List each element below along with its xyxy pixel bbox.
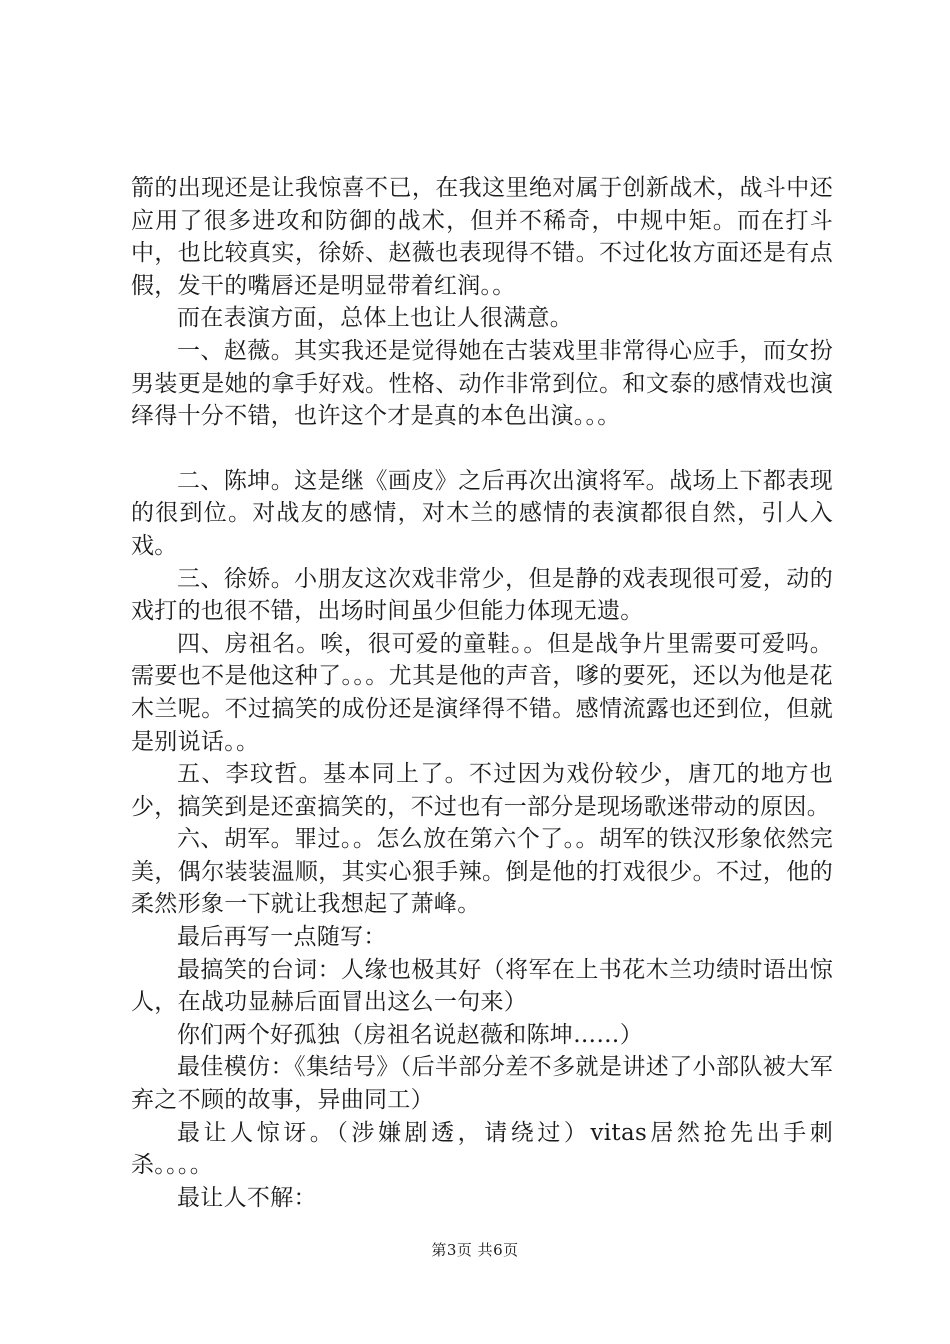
paragraph: 箭的出现还是让我惊喜不已，在我这里绝对属于创新战术，战斗中还应用了很多进攻和防御的战术，但并不稀奇，中规中矩。而在打斗中，也比较真实，徐娇、赵薇也表现得不错。不过化妆方面还是有点假，发干的嘴唇还是明显带着红润。。 (131, 175, 833, 299)
paragraph: 你们两个好孤独（房祖名说赵薇和陈坤……） (177, 1021, 643, 1048)
paragraph: 三、徐娇。小朋友这次戏非常少，但是静的戏表现很可爱，动的戏打的也很不错，出场时间虽少但能力体现无遗。 (131, 565, 833, 625)
paragraph: 二、陈坤。这是继《画皮》之后再次出演将军。战场上下都表现的很到位。对战友的感情，对木兰的感情的表演都很自然，引人入戏。 (131, 467, 833, 559)
paragraph: 而在表演方面，总体上也让人很满意。 (177, 305, 574, 332)
paragraph: 最让人惊讶。（涉嫌剧透，请绕过）vitas居然抢先出手刺杀。。。。 (131, 1119, 833, 1179)
page-number-footer: 第3页 共6页 (431, 1241, 519, 1259)
paragraph: 六、胡军。罪过。。怎么放在第六个了。。胡军的铁汉形象依然完美，偶尔装装温顺，其实心狠手辣。倒是他的打戏很少。不过，他的柔然形象一下就让我想起了萧峰。 (131, 826, 833, 918)
paragraph: 最让人不解： (177, 1184, 317, 1211)
paragraph: 最搞笑的台词：人缘也极其好（将军在上书花木兰功绩时语出惊人，在战功显赫后面冒出这么一句来） (131, 956, 833, 1016)
paragraph: 一、赵薇。其实我还是觉得她在古装戏里非常得心应手，而女扮男装更是她的拿手好戏。性格、动作非常到位。和文泰的感情戏也演绎得十分不错，也许这个才是真的本色出演。。。 (131, 337, 833, 430)
paragraph: 最佳模仿：《集结号》（后半部分差不多就是讲述了小部队被大军弃之不顾的故事，异曲同工） (131, 1054, 833, 1114)
paragraph: 最后再写一点随写： (177, 924, 387, 951)
document-body (131, 172, 833, 1214)
paragraph: 五、李玟哲。基本同上了。不过因为戏份较少，唐兀的地方也少，搞笑到是还蛮搞笑的，不过也有一部分是现场歌迷带动的原因。 (131, 761, 833, 820)
paragraph: 四、房祖名。唉，很可爱的童鞋。。但是战争片里需要可爱吗。需要也不是他这种了。。。尤其是他的声音，嗲的要死，还以为他是花木兰呢。不过搞笑的成份还是演绎得不错。感情流露也还到位，但就是别说话。。 (131, 630, 833, 755)
